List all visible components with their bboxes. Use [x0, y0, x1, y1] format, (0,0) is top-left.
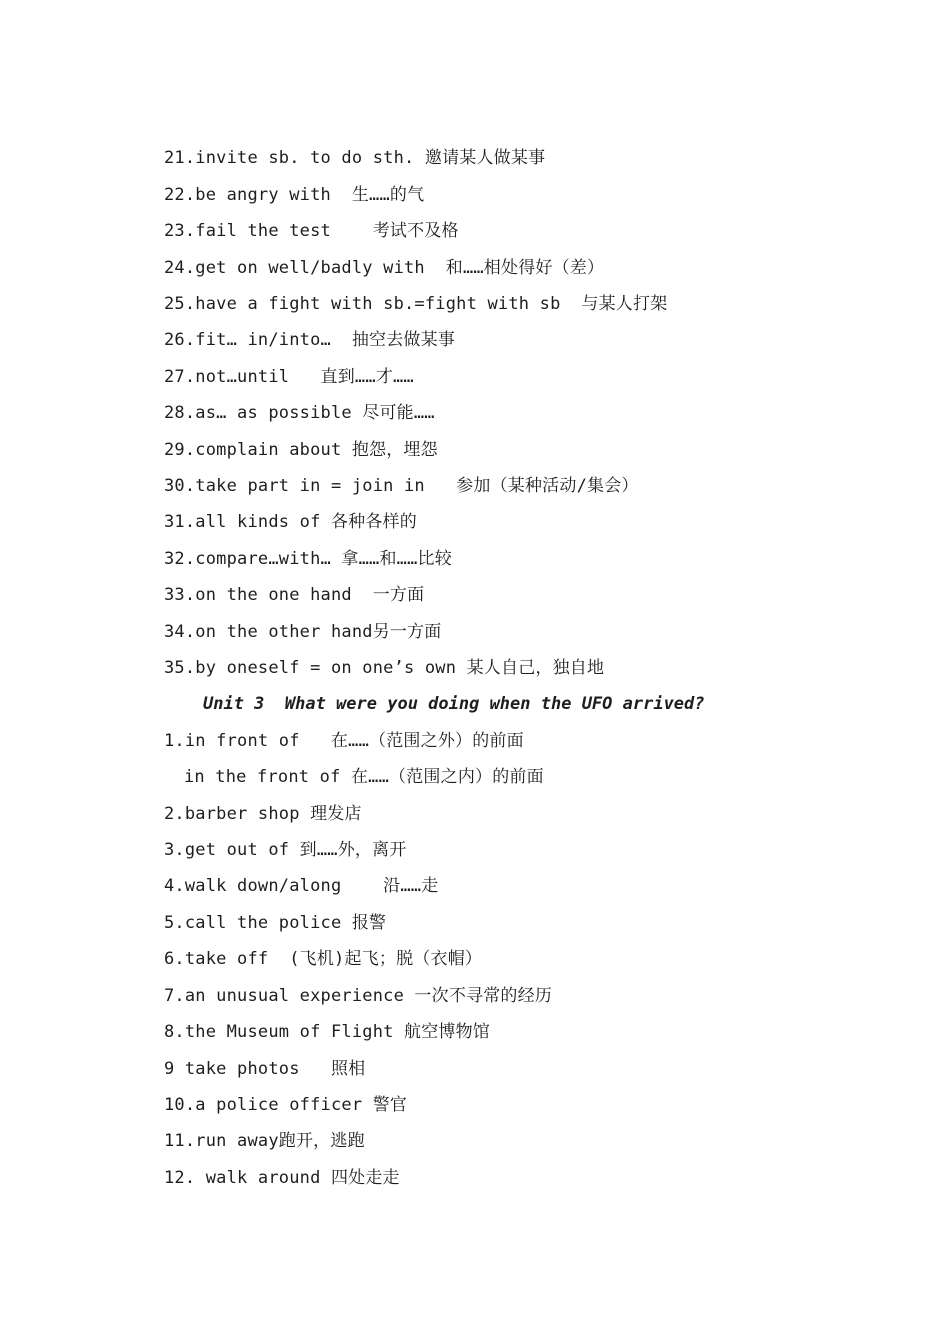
vocab-item: 21.invite sb. to do sth. 邀请某人做某事: [164, 148, 546, 168]
vocab-item: 35.by oneself = on one’s own 某人自己，独自地: [164, 658, 605, 678]
vocab-item: 11.run away跑开，逃跑: [164, 1131, 365, 1151]
vocab-item: 23.fail the test 考试不及格: [164, 221, 459, 241]
vocab-item: 22.be angry with 生……的气: [164, 185, 425, 205]
vocab-item: 10.a police officer 警官: [164, 1095, 408, 1115]
vocab-item: 5.call the police 报警: [164, 913, 387, 933]
vocab-item: 32.compare…with… 拿……和……比较: [164, 549, 452, 569]
vocab-item: 24.get on well/badly with 和……相处得好（差）: [164, 258, 605, 278]
vocab-item: 34.on the other hand另一方面: [164, 622, 442, 642]
unit-heading: Unit 3 What were you doing when the UFO arrived?: [203, 694, 705, 714]
vocab-item: 31.all kinds of 各种各样的: [164, 512, 417, 532]
vocab-item: 3.get out of 到……外，离开: [164, 840, 407, 860]
vocab-item: 29.complain about 抱怨，埋怨: [164, 440, 438, 460]
vocab-item: 1.in front of 在……（范围之外）的前面: [164, 731, 524, 751]
vocab-item: 6.take off (飞机)起飞；脱（衣帽）: [164, 949, 483, 969]
vocab-item: 12. walk around 四处走走: [164, 1168, 400, 1188]
vocab-item: 9 take photos 照相: [164, 1059, 366, 1079]
vocab-item: in the front of 在……（范围之内）的前面: [184, 767, 544, 787]
vocab-item: 2.barber shop 理发店: [164, 804, 362, 824]
vocab-item: 8.the Museum of Flight 航空博物馆: [164, 1022, 491, 1042]
vocab-item: 33.on the one hand 一方面: [164, 585, 425, 605]
vocab-item: 28.as… as possible 尽可能……: [164, 403, 435, 423]
vocab-item: 25.have a fight with sb.=fight with sb 与某人打架: [164, 294, 668, 314]
vocab-item: 26.fit… in/into… 抽空去做某事: [164, 330, 456, 350]
vocab-item: 4.walk down/along 沿……走: [164, 876, 439, 896]
vocab-item: 7.an unusual experience 一次不寻常的经历: [164, 986, 553, 1006]
vocab-item: 27.not…until 直到……才……: [164, 367, 414, 387]
vocab-item: 30.take part in = join in 参加（某种活动/集会）: [164, 476, 639, 496]
